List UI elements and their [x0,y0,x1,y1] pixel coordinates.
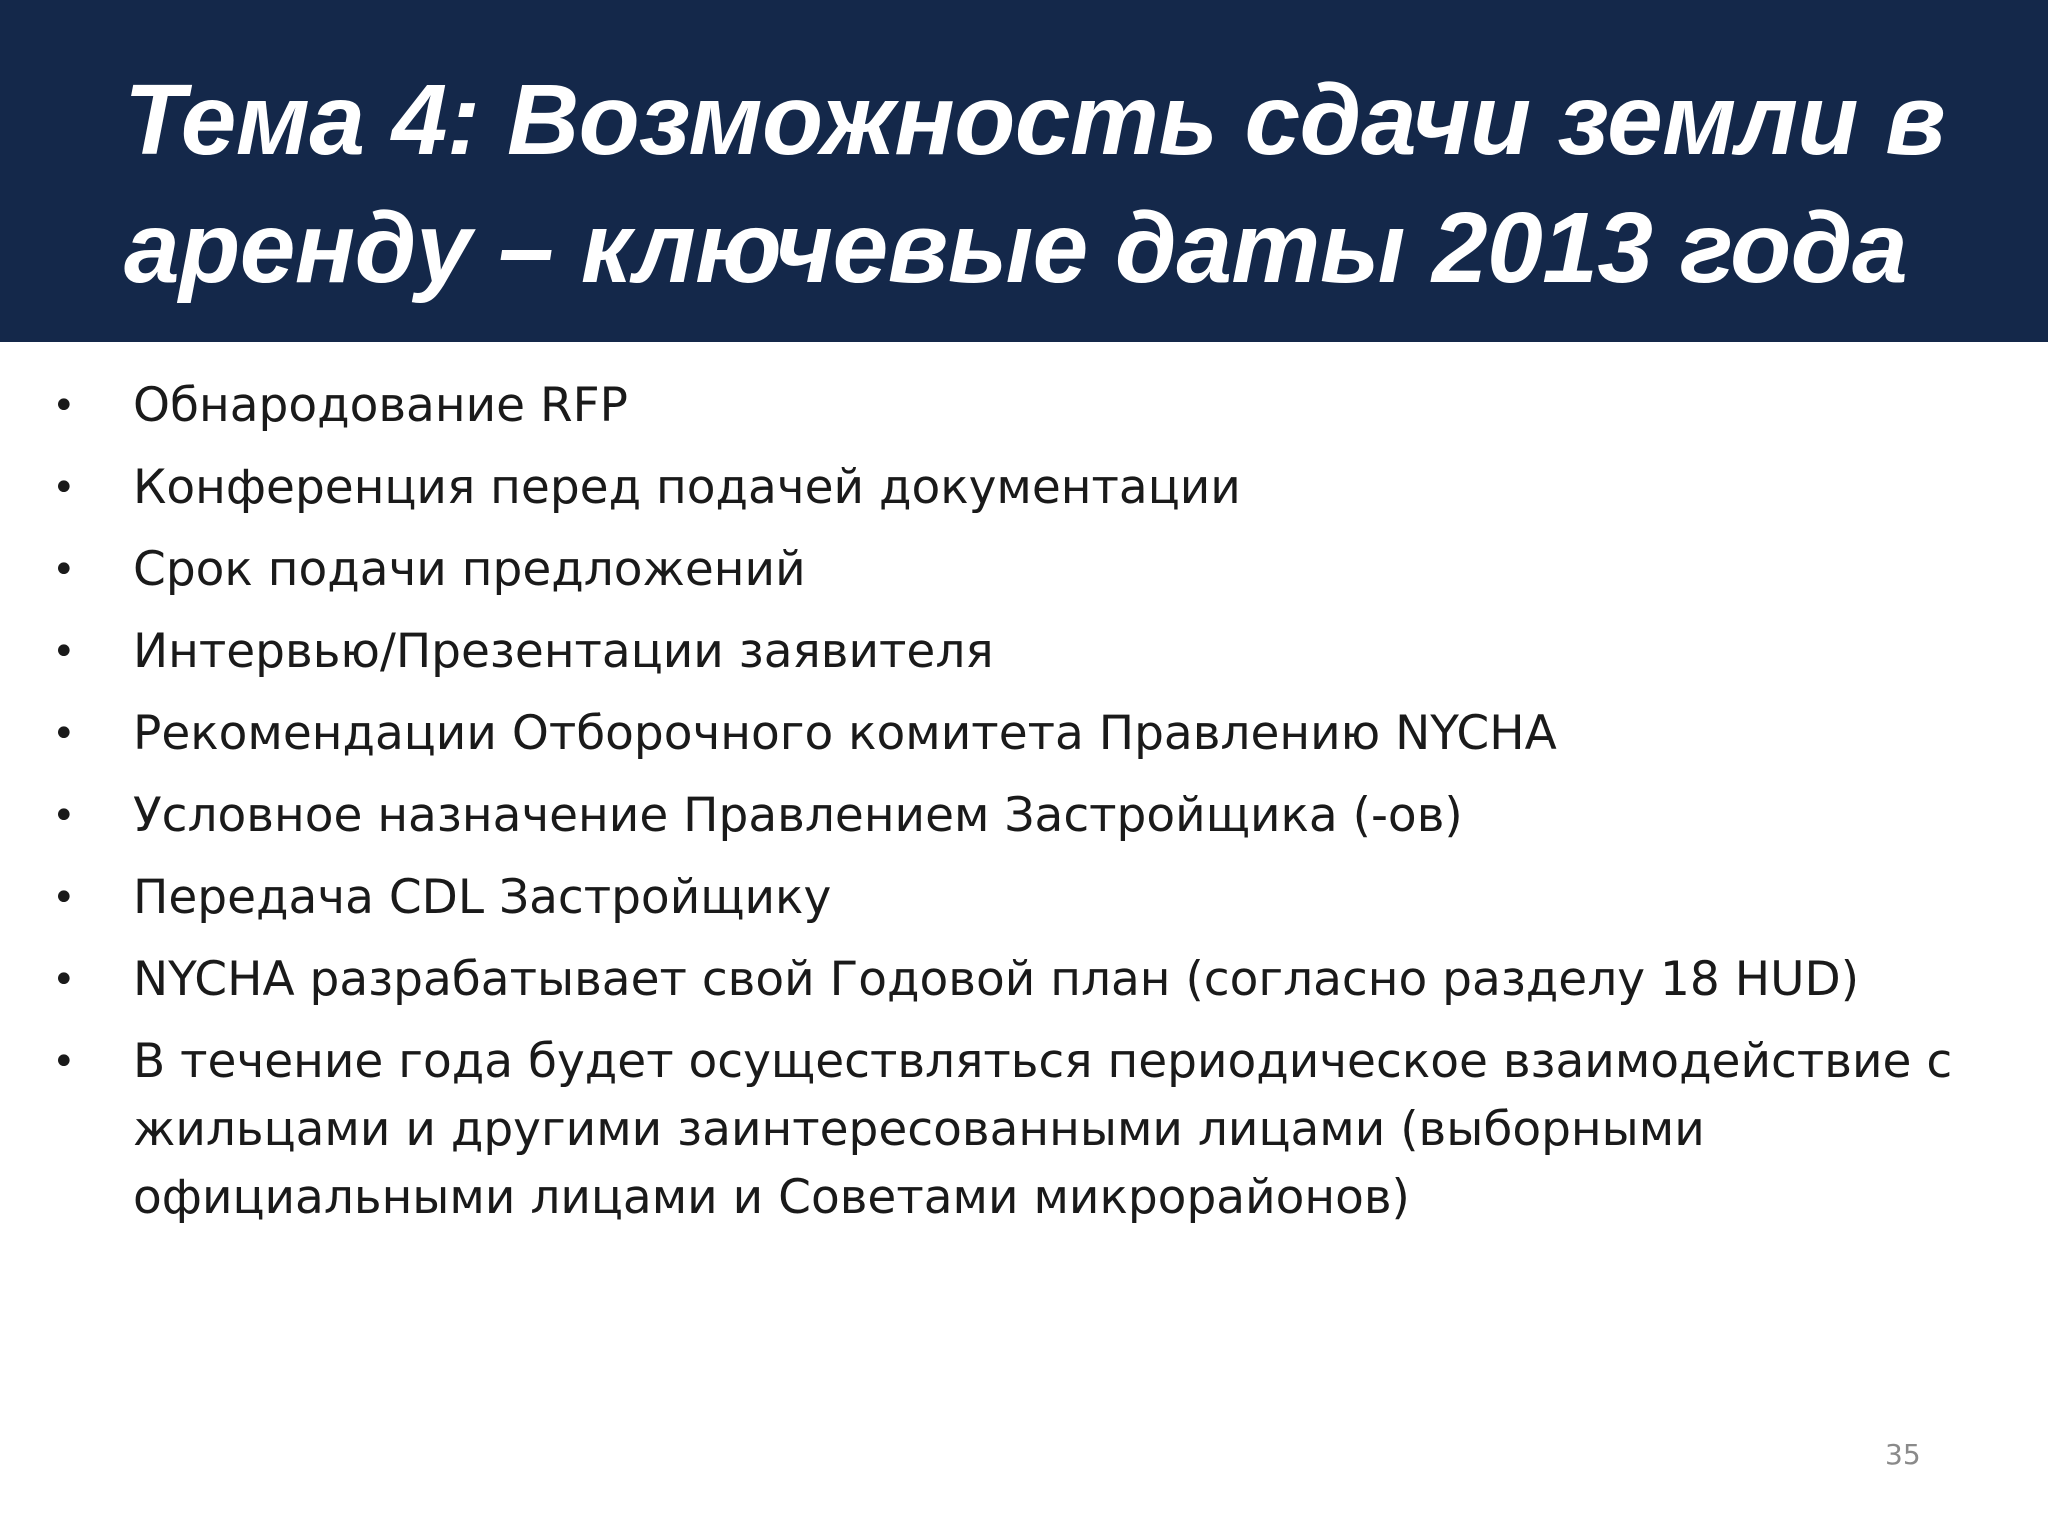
slide-title-line-1: Тема 4: Возможность сдачи земли в [124,64,1946,176]
bullet-item-pre-submission-conference [0,454,2048,522]
slide-title-line-2: аренду – ключевые даты 2013 года [124,192,1908,304]
bullet-icon: • [52,465,76,511]
bullet-icon: • [52,1039,76,1085]
bullet-text: Условное назначение Правлением Застройщика (-ов) [133,788,1463,843]
bullet-item-committee-recommendations [0,700,2048,768]
bullet-icon: • [52,383,76,429]
title-bar [0,0,2048,342]
bullet-item-proposal-deadline [0,536,2048,604]
bullet-text: Обнародование RFP [133,378,629,433]
bullet-item-rfp-release [0,372,2048,440]
bullet-icon: • [52,793,76,839]
bullet-icon: • [52,547,76,593]
bullet-icon: • [52,629,76,675]
page-number: 35 [1885,1438,1921,1471]
bullet-text: Рекомендации Отборочного комитета Правлению NYCHA [133,706,1557,761]
bullet-text: NYCHA разрабатывает свой Годовой план (согласно разделу 18 HUD) [133,952,1860,1007]
bullet-text: В течение года будет осуществляться периодическое взаимодействие с жильцами и другими заинтересованными лицами (выборными официальными лицами и Советами микрорайонов) [133,1034,1953,1225]
bullet-item-stakeholder-engagement [0,1028,2048,1232]
bullet-item-applicant-interviews [0,618,2048,686]
bullet-list [0,372,2048,1246]
bullet-item-developer-designation [0,782,2048,850]
bullet-icon: • [52,957,76,1003]
bullet-icon: • [52,711,76,757]
bullet-item-cdl-transfer [0,864,2048,932]
slide-title [124,56,2024,312]
bullet-text: Конференция перед подачей документации [133,460,1241,515]
bullet-text: Срок подачи предложений [133,542,806,597]
bullet-text: Передача CDL Застройщику [133,870,832,925]
bullet-icon: • [52,875,76,921]
bullet-text: Интервью/Презентации заявителя [133,624,994,679]
bullet-item-annual-plan [0,946,2048,1014]
